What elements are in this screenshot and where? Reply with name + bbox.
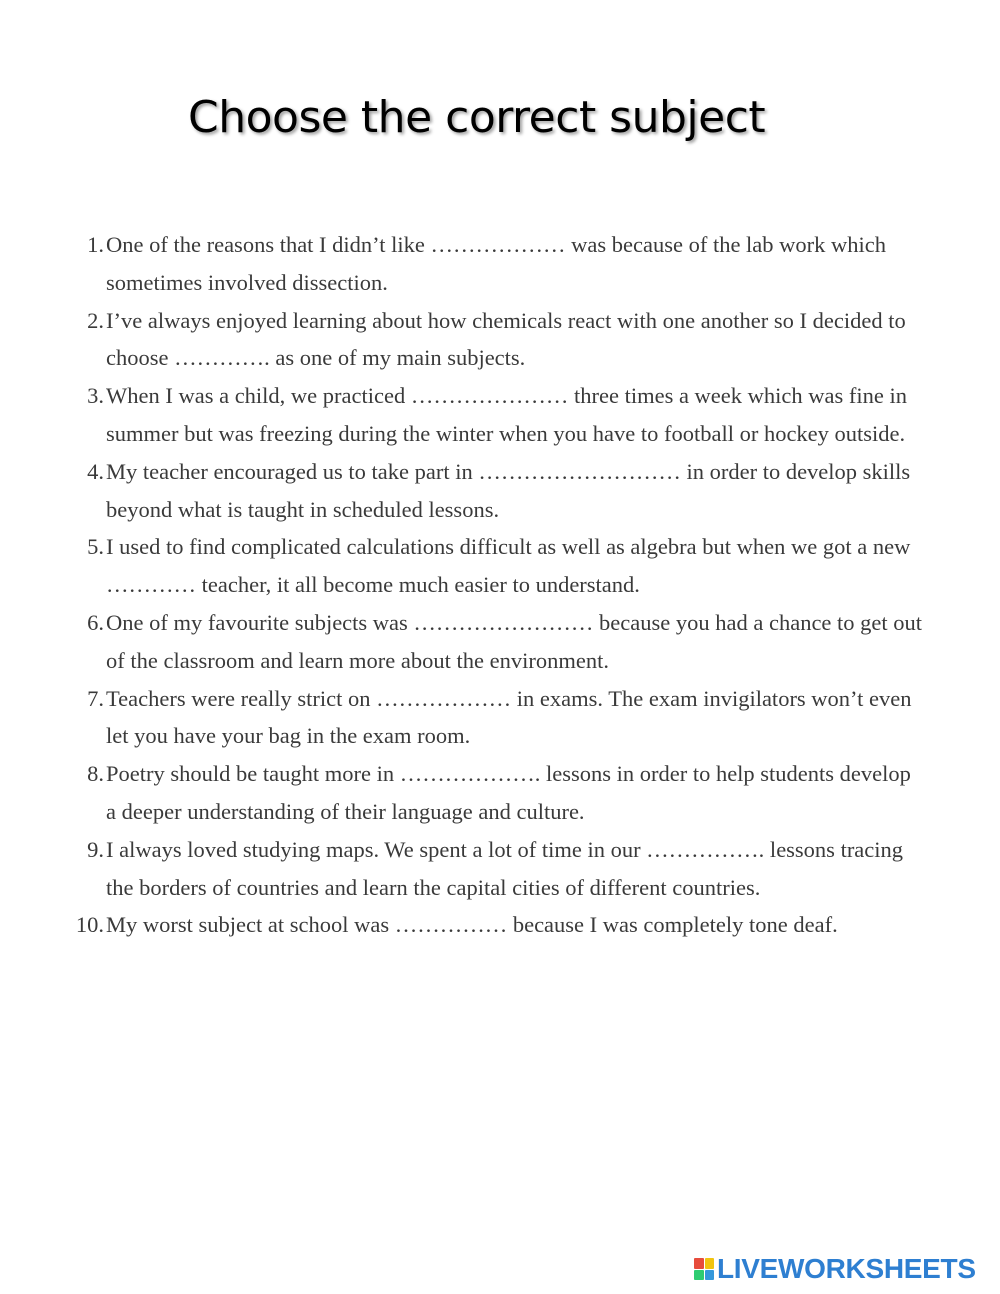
logo-square-green (694, 1270, 704, 1281)
logo-text: LIVEWORKSHEETS (717, 1253, 976, 1284)
question-text: One of the reasons that I didn’t like ……………… was because of the lab work which sometimes involved dissection. (106, 232, 887, 295)
question-number: 1. (87, 232, 104, 257)
question-number: 10. (75, 912, 104, 938)
liveworksheets-logo-icon (694, 1258, 714, 1280)
question-text: I’ve always enjoyed learning about how chemicals react with one another so I decided to choose …………. as one of my main subjects. (106, 307, 906, 371)
question-text: Teachers were really strict on ……………… in exams. The exam invigilators won’t even let you have your bag in the exam room. (106, 685, 912, 749)
logo-square-yellow (705, 1258, 715, 1269)
question-text: One of my favourite subjects was …………………… because you had a chance to get out of the classroom and learn more about the environment. (106, 609, 923, 673)
question-number: 7. (87, 685, 104, 711)
question-item (0, 680, 926, 756)
logo-square-blue (705, 1270, 715, 1281)
question-item (0, 755, 926, 831)
question-item (0, 226, 926, 302)
question-text: When I was a child, we practiced ………………… three times a week which was fine in summer but was freezing during the winter when you have to football or hockey outside. (106, 383, 907, 446)
question-number: 9. (87, 836, 104, 862)
question-text: My teacher encouraged us to take part in ……………………… in order to develop skills beyond what is taught in scheduled lessons. (106, 458, 911, 522)
question-item (0, 906, 926, 944)
question-text: My worst subject at school was …………… because I was completely tone deaf. (106, 912, 838, 938)
question-item (0, 604, 926, 680)
question-number: 5. (87, 534, 104, 560)
question-item (0, 302, 926, 378)
question-text: I always loved studying maps. We spent a lot of time in our ……………. lessons tracing the borders of countries and learn the capital cities of different countries. (106, 836, 904, 900)
question-number: 8. (87, 761, 104, 787)
question-text: I used to find complicated calculations difficult as well as algebra but when we got a new ………… teacher, it all become much easier to understand. (106, 534, 911, 598)
question-text: Poetry should be taught more in ………………. lessons in order to help students develop a deeper understanding of their language and culture. (106, 761, 911, 824)
question-item (0, 453, 926, 529)
question-item (0, 528, 926, 604)
question-number: 4. (87, 458, 104, 484)
question-number: 2. (87, 307, 104, 333)
liveworksheets-logo (694, 1253, 976, 1284)
question-number: 3. (87, 383, 104, 409)
question-item (0, 831, 926, 907)
worksheet-title: Choose the correct subject (188, 92, 766, 143)
question-number: 6. (87, 609, 104, 635)
logo-square-red (694, 1258, 704, 1269)
question-list (0, 226, 1000, 944)
question-item (0, 377, 926, 453)
